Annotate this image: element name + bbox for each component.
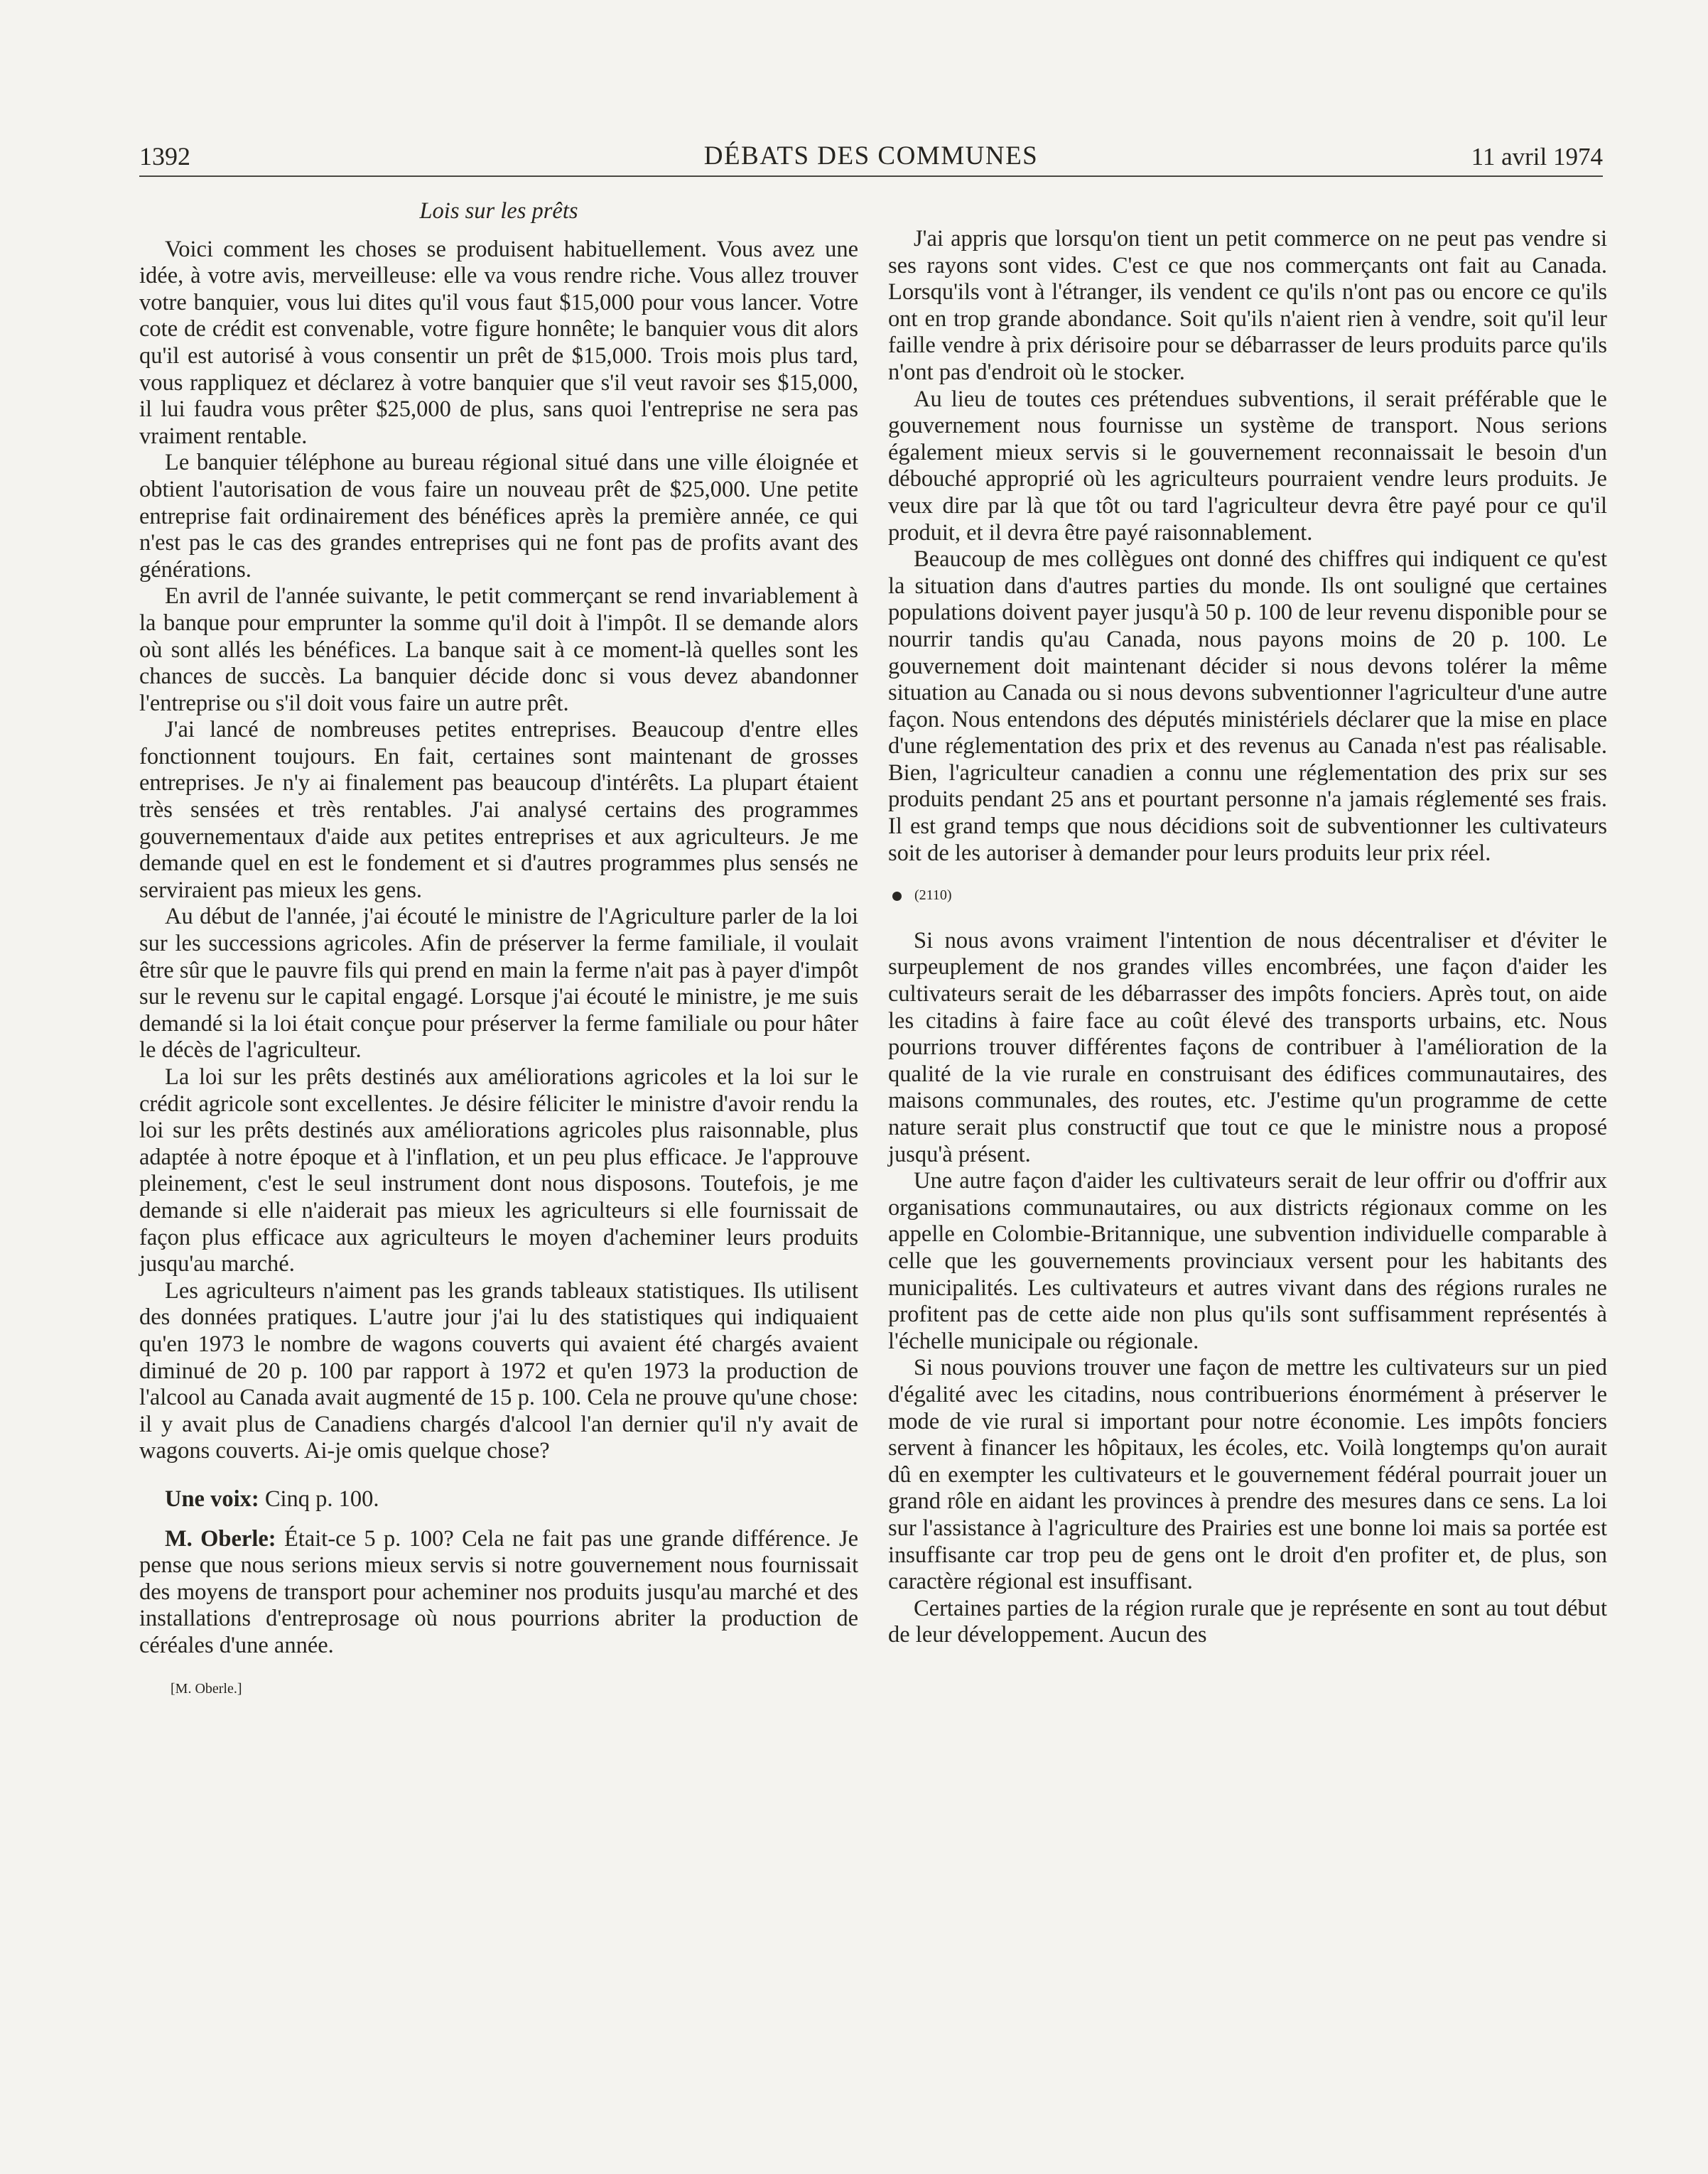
paragraph: En avril de l'année suivante, le petit commerçant se rend invariablement à la banque pour emprunter la somme qu'il doit à l'impôt. Il se demande alors où sont allés les bénéfices. La banque sait à ce moment-là quelles sont les chances de succès. La banquier décide donc si vous devez abandonner l'entreprise ou s'il doit vous faire un autre prêt.: [139, 583, 858, 716]
speech-text: Cinq p. 100.: [259, 1486, 379, 1512]
paragraph: Si nous avons vraiment l'intention de nous décentraliser et d'éviter le surpeuplement de nos grandes villes encombrées, une façon d'aider les cultivateurs serait de les débarrasser des impôts fonciers. Après tout, on aide les citadins à faire face au coût élevé des transports urbains, etc. Nous pourrions trouver différentes façons de contribuer à l'amélioration de la qualité de la vie rurale en construisant des édifices communautaires, des maisons communales, des routes, etc. J'estime qu'un programme de cette nature serait plus constructif que tout ce que le ministre nous a proposé jusqu'à présent.: [888, 927, 1607, 1167]
page-date: 11 avril 1974: [1471, 143, 1603, 171]
speaker-footnote: [M. Oberle.]: [171, 1681, 242, 1697]
paragraph: Au lieu de toutes ces prétendues subventions, il serait préférable que le gouvernement nous fournisse un système de transport. Nous serions également mieux servis si le gouvernement reconnaissait le besoin d'un débouché approprié où les agriculteurs pourraient vendre leurs produits. Je veux dire par là que tôt ou tard l'agriculteur devra être payé pour ce qu'il produit, et il devra être payé raisonnablement.: [888, 386, 1607, 546]
paragraph: Beaucoup de mes collègues ont donné des chiffres qui indiquent ce qu'est la situation dans d'autres parties du monde. Ils ont souligné que certaines populations doivent payer jusqu'à 50 p. 100 de leur revenu disponible pour se nourrir tandis qu'au Canada, nous payons moins de 20 p. 100. Le gouvernement doit maintenant décider si nous devons tolérer la même situation au Canada ou si nous devons subventionner l'agriculteur d'une autre façon. Nous entendons des députés ministériels déclarer que la mise en place d'une réglementation des prix et des revenus au Canada n'est pas réalisable. Bien, l'agriculteur canadien a connu une réglementation des prix sur ses produits pendant 25 ans et pourtant personne n'a jamais réglementé ses frais. Il est grand temps que nous décidions soit de subventionner les cultivateurs soit de les autoriser à demander pour leurs produits leur prix réel.: [888, 546, 1607, 866]
page-number: 1392: [139, 142, 190, 171]
paragraph: Certaines parties de la région rurale que je représente en sont au tout début de leur développement. Aucun des: [888, 1595, 1607, 1648]
time-code: (2110): [914, 887, 952, 904]
section-heading: Lois sur les prêts: [419, 198, 578, 224]
left-column: [139, 195, 858, 1703]
paragraph: J'ai appris que lorsqu'on tient un petit commerce on ne peut pas vendre si ses rayons sont vides. C'est ce que nos commerçants ont fait au Canada. Lorsqu'ils vont à l'étranger, ils vendent ce qu'ils n'ont pas ou encore ce qu'ils ont en trop grande abondance. Soit qu'ils n'aient rien à vendre, soit qu'il leur faille vendre à prix dérisoire pour se débarrasser de leurs produits parce qu'ils n'ont pas d'endroit où le stocker.: [888, 226, 1607, 385]
paragraph: La loi sur les prêts destinés aux améliorations agricoles et la loi sur le crédit agricole sont excellentes. Je désire féliciter le ministre d'avoir rendu la loi sur les prêts destinés aux améliorations agricoles plus raisonnable, plus adaptée à notre époque et à l'inflation, et un peu plus efficace. Je l'approuve pleinement, c'est le seul instrument dont nous disposons. Toutefois, je me demande si elle n'aiderait pas mieux les agriculteurs si elle fournissait de façon plus efficace aux agriculteurs le moyen d'acheminer leurs produits jusqu'au marché.: [139, 1064, 858, 1277]
paragraph: Une autre façon d'aider les cultivateurs serait de leur offrir ou d'offrir aux organisations communautaires, ou aux districts régionaux comme on les appelle en Colombie-Britannique, une subvention individuelle comparable à celle que les gouvernements provinciaux versent pour les habitants des municipalités. Les cultivateurs et autres vivant dans des régions rurales ne profitent pas de cette aide non plus qu'ils sont suffisamment représentés à l'échelle municipale ou régionale.: [888, 1168, 1607, 1354]
time-marker: [888, 882, 1607, 909]
paragraph: Voici comment les choses se produisent habituellement. Vous avez une idée, à votre avis, merveilleuse: elle va vous rendre riche. Vous allez trouver votre banquier, vous lui dites qu'il vous faut $15,000 pour vous lancer. Votre cote de crédit est convenable, votre figure honnête; le banquier vous dit alors qu'il est autorisé à vous consentir un prêt de $15,000. Trois mois plus tard, vous rappliquez et déclarez à votre banquier que s'il veut ravoir ses $15,000, il lui faudra vous prêter $25,000 de plus, sans quoi l'entreprise ne sera pas vraiment rentable.: [139, 236, 858, 449]
header-rule: [139, 175, 1603, 177]
paragraph: Les agriculteurs n'aiment pas les grands tableaux statistiques. Ils utilisent des données pratiques. L'autre jour j'ai lu des statistiques qui indiquaient qu'en 1973 le nombre de wagons couverts qui avaient été chargés avaient diminué de 20 p. 100 par rapport à 1972 et qu'en 1973 la production de l'alcool au Canada avait augmenté de 15 p. 100. Cela ne prouve qu'une chose: il y avait plus de Canadiens chargés d'alcool l'an dernier qu'il n'y avait de wagons couverts. Ai-je omis quelque chose?: [139, 1277, 858, 1464]
right-column: [888, 226, 1607, 1649]
paragraph: Le banquier téléphone au bureau régional situé dans une ville éloignée et obtient l'autorisation de vous faire un nouveau prêt de $25,000. Une petite entreprise fait ordinairement des bénéfices après la première année, ce qui n'est pas le cas des grandes entreprises qui ne font pas de profits avant des générations.: [139, 450, 858, 583]
bullet-icon: [892, 892, 902, 901]
speech-reply: [139, 1526, 858, 1660]
interjection: [139, 1486, 858, 1513]
page-header: [139, 139, 1603, 177]
speech-text: Était-ce 5 p. 100? Cela ne fait pas une grande différence. Je pense que nous serions mieux servis si notre gouvernement nous fournissait des moyens de transport pour acheminer nos produits jusqu'au marché et des installations d'entreprosage où nous pourrions abriter la production de céréales d'une année.: [139, 1525, 858, 1658]
paragraph: J'ai lancé de nombreuses petites entreprises. Beaucoup d'entre elles fonctionnent toujours. En fait, certaines sont maintenant de grosses entreprises. Je n'y ai finalement pas beaucoup d'intérêts. La plupart étaient très sensées et très rentables. J'ai analysé certains des programmes gouvernementaux d'aide aux petites entreprises et aux agriculteurs. Je me demande quel en est le fondement et si d'autres programmes plus sensés ne serviraient pas mieux les gens.: [139, 717, 858, 903]
speaker-name: Une voix:: [165, 1486, 259, 1512]
paragraph: Au début de l'année, j'ai écouté le ministre de l'Agriculture parler de la loi sur les successions agricoles. Afin de préserver la ferme familiale, il voulait être sûr que le pauvre fils qui prend en main la ferme n'ait pas à payer d'impôt sur le revenu sur le capital engagé. Lorsque j'ai écouté le ministre, je me suis demandé si la loi était conçue pour préserver la ferme familiale ou pour hâter le décès de l'agriculteur.: [139, 904, 858, 1064]
speaker-name: M. Oberle:: [165, 1525, 276, 1552]
paragraph: Si nous pouvions trouver une façon de mettre les cultivateurs sur un pied d'égalité avec les citadins, nous contribuerions énormément à préserver le mode de vie rural si important pour notre économie. Les impôts fonciers servent à financer les hôpitaux, les écoles, etc. Voilà longtemps qu'on aurait dû en exempter les cultivateurs et le gouvernement fédéral pourrait jouer un grand rôle en aidant les provinces à prendre des mesures dans ce sens. La loi sur l'assistance à l'agriculture des Prairies est une bonne loi mais sa portée est insuffisante car trop peu de gens ont le droit d'en profiter et, de plus, son caractère régional est insuffisant.: [888, 1355, 1607, 1595]
running-title: DÉBATS DES COMMUNES: [703, 141, 1039, 171]
